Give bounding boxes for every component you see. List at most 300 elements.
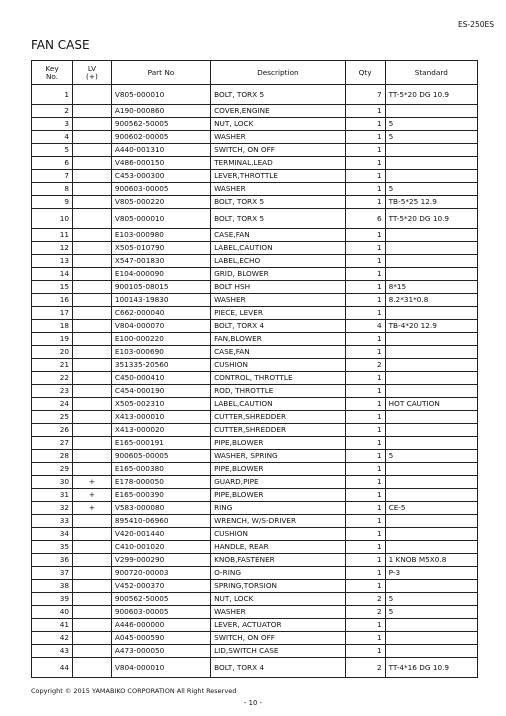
part-number-cell: 900602-00005 <box>111 131 210 144</box>
qty-cell: 1 <box>345 268 385 281</box>
standard-cell: HOT CAUTION <box>385 398 477 411</box>
table-row <box>32 320 478 333</box>
standard-cell: TT-5*20 DG 10.9 <box>385 85 477 105</box>
key-cell: 9 <box>32 196 73 209</box>
part-number-cell: 900720-00003 <box>111 567 210 580</box>
part-number-cell: V452-000370 <box>111 580 210 593</box>
standard-cell: 5 <box>385 593 477 606</box>
table-row <box>32 580 478 593</box>
description-cell: RING <box>211 502 346 515</box>
standard-cell <box>385 411 477 424</box>
key-cell: 17 <box>32 307 73 320</box>
standard-cell: 5 <box>385 118 477 131</box>
column-header-part-no: Part No <box>111 61 210 85</box>
qty-cell: 1 <box>345 346 385 359</box>
lv-cell <box>73 118 112 131</box>
table-header-row <box>32 61 478 85</box>
qty-cell: 1 <box>345 118 385 131</box>
qty-cell: 1 <box>345 528 385 541</box>
description-cell: WASHER <box>211 131 346 144</box>
part-number-cell: V583-000080 <box>111 502 210 515</box>
table-row <box>32 437 478 450</box>
part-number-cell: A473-000050 <box>111 645 210 658</box>
lv-cell <box>73 658 112 678</box>
key-cell: 31 <box>32 489 73 502</box>
qty-cell: 1 <box>345 398 385 411</box>
qty-cell: 1 <box>345 632 385 645</box>
standard-cell: P-3 <box>385 567 477 580</box>
part-number-cell: 900562-50005 <box>111 593 210 606</box>
description-cell: LEVER, ACTUATOR <box>211 619 346 632</box>
qty-cell: 1 <box>345 476 385 489</box>
table-row <box>32 463 478 476</box>
table-row <box>32 242 478 255</box>
description-cell: BOLT, TORX 5 <box>211 209 346 229</box>
lv-cell <box>73 632 112 645</box>
description-cell: CONTROL, THROTTLE <box>211 372 346 385</box>
key-cell: 10 <box>32 209 73 229</box>
description-cell: LABEL,CAUTION <box>211 242 346 255</box>
description-cell: LABEL,ECHO <box>211 255 346 268</box>
part-number-cell: C450-000410 <box>111 372 210 385</box>
table-row <box>32 528 478 541</box>
part-number-cell: X505-010790 <box>111 242 210 255</box>
qty-cell: 1 <box>345 645 385 658</box>
standard-cell <box>385 528 477 541</box>
key-cell: 44 <box>32 658 73 678</box>
key-cell: 5 <box>32 144 73 157</box>
key-cell: 4 <box>32 131 73 144</box>
part-number-cell: 900603-00005 <box>111 606 210 619</box>
table-row <box>32 196 478 209</box>
part-number-cell: A446-000000 <box>111 619 210 632</box>
qty-cell: 1 <box>345 580 385 593</box>
description-cell: SWITCH, ON OFF <box>211 144 346 157</box>
lv-cell <box>73 593 112 606</box>
column-header-qty: Qty <box>345 61 385 85</box>
lv-cell <box>73 255 112 268</box>
key-cell: 7 <box>32 170 73 183</box>
standard-cell <box>385 619 477 632</box>
key-cell: 29 <box>32 463 73 476</box>
key-cell: 32 <box>32 502 73 515</box>
standard-cell <box>385 242 477 255</box>
lv-cell <box>73 606 112 619</box>
description-cell: NUT, LOCK <box>211 593 346 606</box>
part-number-cell: E165-000380 <box>111 463 210 476</box>
description-cell: CUSHION <box>211 359 346 372</box>
key-cell: 23 <box>32 385 73 398</box>
qty-cell: 1 <box>345 450 385 463</box>
description-cell: PIPE,BLOWER <box>211 489 346 502</box>
part-number-cell: E165-000390 <box>111 489 210 502</box>
description-cell: WRENCH, W/S-DRIVER <box>211 515 346 528</box>
part-number-cell: E103-000690 <box>111 346 210 359</box>
key-cell: 15 <box>32 281 73 294</box>
qty-cell: 2 <box>345 658 385 678</box>
description-cell: BOLT, TORX 5 <box>211 196 346 209</box>
standard-cell <box>385 346 477 359</box>
key-cell: 1 <box>32 85 73 105</box>
table-row <box>32 170 478 183</box>
lv-cell <box>73 183 112 196</box>
part-number-cell: V805-000010 <box>111 85 210 105</box>
standard-cell: TB-4*20 12.9 <box>385 320 477 333</box>
key-cell: 25 <box>32 411 73 424</box>
part-number-cell: V805-000010 <box>111 209 210 229</box>
standard-cell: 5 <box>385 131 477 144</box>
qty-cell: 1 <box>345 385 385 398</box>
part-number-cell: C662-000040 <box>111 307 210 320</box>
lv-cell <box>73 463 112 476</box>
column-header-lv: LV (+) <box>73 61 112 85</box>
qty-cell: 1 <box>345 372 385 385</box>
lv-cell <box>73 196 112 209</box>
lv-cell <box>73 528 112 541</box>
table-row <box>32 554 478 567</box>
description-cell: BOLT, TORX 5 <box>211 85 346 105</box>
lv-cell <box>73 242 112 255</box>
table-row <box>32 619 478 632</box>
description-cell: WASHER <box>211 606 346 619</box>
standard-cell: TT-4*16 DG 10.9 <box>385 658 477 678</box>
standard-cell <box>385 424 477 437</box>
qty-cell: 2 <box>345 593 385 606</box>
lv-cell <box>73 144 112 157</box>
qty-cell: 6 <box>345 209 385 229</box>
qty-cell: 1 <box>345 463 385 476</box>
description-cell: BOLT HSH <box>211 281 346 294</box>
standard-cell: 8*15 <box>385 281 477 294</box>
key-cell: 11 <box>32 229 73 242</box>
lv-cell <box>73 170 112 183</box>
qty-cell: 1 <box>345 567 385 580</box>
lv-cell <box>73 320 112 333</box>
lv-cell <box>73 567 112 580</box>
standard-cell: CE-5 <box>385 502 477 515</box>
table-row <box>32 131 478 144</box>
lv-cell <box>73 515 112 528</box>
lv-cell <box>73 424 112 437</box>
lv-cell <box>73 294 112 307</box>
standard-cell <box>385 268 477 281</box>
key-cell: 40 <box>32 606 73 619</box>
table-row <box>32 118 478 131</box>
standard-cell <box>385 515 477 528</box>
column-header-standard: Standard <box>385 61 477 85</box>
description-cell: CUSHION <box>211 528 346 541</box>
key-cell: 34 <box>32 528 73 541</box>
standard-cell <box>385 333 477 346</box>
qty-cell: 1 <box>345 157 385 170</box>
table-row <box>32 567 478 580</box>
part-number-cell: 900605-00005 <box>111 450 210 463</box>
section-title: FAN CASE <box>31 38 90 52</box>
part-number-cell: X505-002310 <box>111 398 210 411</box>
part-number-cell: V804-000070 <box>111 320 210 333</box>
lv-cell <box>73 209 112 229</box>
table-row <box>32 411 478 424</box>
table-row <box>32 307 478 320</box>
standard-cell <box>385 307 477 320</box>
key-cell: 42 <box>32 632 73 645</box>
description-cell: PIPE,BLOWER <box>211 463 346 476</box>
table-row <box>32 85 478 105</box>
part-number-cell: 900603-00005 <box>111 183 210 196</box>
description-cell: PIECE, LEVER <box>211 307 346 320</box>
part-number-cell: 351335-20560 <box>111 359 210 372</box>
standard-cell <box>385 372 477 385</box>
standard-cell <box>385 144 477 157</box>
key-cell: 13 <box>32 255 73 268</box>
qty-cell: 2 <box>345 606 385 619</box>
part-number-cell: X413-000020 <box>111 424 210 437</box>
description-cell: SWITCH, ON OFF <box>211 632 346 645</box>
qty-cell: 1 <box>345 131 385 144</box>
part-number-cell: E178-000050 <box>111 476 210 489</box>
description-cell: WASHER <box>211 183 346 196</box>
qty-cell: 1 <box>345 411 385 424</box>
description-cell: TERMINAL,LEAD <box>211 157 346 170</box>
description-cell: GRID, BLOWER <box>211 268 346 281</box>
part-number-cell: A045-000590 <box>111 632 210 645</box>
description-cell: PIPE,BLOWER <box>211 437 346 450</box>
description-cell: CUTTER,SHREDDER <box>211 424 346 437</box>
qty-cell: 1 <box>345 196 385 209</box>
part-number-cell: E165-000191 <box>111 437 210 450</box>
standard-cell: 8.2*31*0.8 <box>385 294 477 307</box>
part-number-cell: V420-001440 <box>111 528 210 541</box>
lv-cell <box>73 307 112 320</box>
lv-cell <box>73 554 112 567</box>
key-cell: 20 <box>32 346 73 359</box>
part-number-cell: C453-000300 <box>111 170 210 183</box>
table-row <box>32 144 478 157</box>
table-row <box>32 658 478 678</box>
table-row <box>32 333 478 346</box>
lv-cell <box>73 105 112 118</box>
lv-cell <box>73 437 112 450</box>
key-cell: 21 <box>32 359 73 372</box>
qty-cell: 7 <box>345 85 385 105</box>
qty-cell: 1 <box>345 424 385 437</box>
key-cell: 16 <box>32 294 73 307</box>
key-cell: 18 <box>32 320 73 333</box>
table-row <box>32 424 478 437</box>
model-number: ES-250ES <box>457 20 494 29</box>
standard-cell <box>385 255 477 268</box>
qty-cell: 1 <box>345 333 385 346</box>
qty-cell: 1 <box>345 183 385 196</box>
standard-cell: TT-5*20 DG 10.9 <box>385 209 477 229</box>
standard-cell <box>385 489 477 502</box>
standard-cell: TB-5*25 12.9 <box>385 196 477 209</box>
table-row <box>32 229 478 242</box>
table-row <box>32 346 478 359</box>
table-row <box>32 515 478 528</box>
lv-cell <box>73 450 112 463</box>
table-row <box>32 476 478 489</box>
lv-cell <box>73 268 112 281</box>
lv-cell <box>73 131 112 144</box>
standard-cell <box>385 385 477 398</box>
description-cell: LABEL,CAUTION <box>211 398 346 411</box>
description-cell: O-RING <box>211 567 346 580</box>
table-row <box>32 502 478 515</box>
standard-cell <box>385 476 477 489</box>
table-row <box>32 593 478 606</box>
key-cell: 41 <box>32 619 73 632</box>
part-number-cell: X547-001830 <box>111 255 210 268</box>
table-row <box>32 450 478 463</box>
description-cell: WASHER <box>211 294 346 307</box>
part-number-cell: V486-000150 <box>111 157 210 170</box>
qty-cell: 1 <box>345 515 385 528</box>
description-cell: LEVER,THROTTLE <box>211 170 346 183</box>
key-cell: 19 <box>32 333 73 346</box>
key-cell: 26 <box>32 424 73 437</box>
key-cell: 38 <box>32 580 73 593</box>
table-row <box>32 294 478 307</box>
lv-cell <box>73 580 112 593</box>
standard-cell <box>385 359 477 372</box>
standard-cell <box>385 229 477 242</box>
table-row <box>32 183 478 196</box>
description-cell: BOLT, TORX 4 <box>211 320 346 333</box>
part-number-cell: E104-000090 <box>111 268 210 281</box>
key-cell: 8 <box>32 183 73 196</box>
description-cell: SPRING,TORSION <box>211 580 346 593</box>
qty-cell: 1 <box>345 437 385 450</box>
table-row <box>32 385 478 398</box>
copyright: Copyright © 2015 YAMABIKO CORPORATION All Right Reserved <box>31 687 237 695</box>
description-cell: COVER,ENGINE <box>211 105 346 118</box>
key-cell: 30 <box>32 476 73 489</box>
qty-cell: 1 <box>345 170 385 183</box>
part-number-cell: 100143-19830 <box>111 294 210 307</box>
table-row <box>32 281 478 294</box>
key-cell: 37 <box>32 567 73 580</box>
part-number-cell: X413-000010 <box>111 411 210 424</box>
qty-cell: 1 <box>345 307 385 320</box>
description-cell: KNOB,FASTENER <box>211 554 346 567</box>
lv-cell <box>73 157 112 170</box>
qty-cell: 4 <box>345 320 385 333</box>
key-cell: 36 <box>32 554 73 567</box>
qty-cell: 1 <box>345 502 385 515</box>
description-cell: GUARD,PIPE <box>211 476 346 489</box>
table-row <box>32 489 478 502</box>
table-row <box>32 372 478 385</box>
part-number-cell: V299-000290 <box>111 554 210 567</box>
qty-cell: 2 <box>345 359 385 372</box>
standard-cell <box>385 541 477 554</box>
lv-cell: + <box>73 502 112 515</box>
qty-cell: 1 <box>345 294 385 307</box>
standard-cell: 5 <box>385 450 477 463</box>
description-cell: ROD, THROTTLE <box>211 385 346 398</box>
qty-cell: 1 <box>345 554 385 567</box>
standard-cell <box>385 632 477 645</box>
qty-cell: 1 <box>345 489 385 502</box>
key-cell: 24 <box>32 398 73 411</box>
part-number-cell: E103-000980 <box>111 229 210 242</box>
key-cell: 35 <box>32 541 73 554</box>
part-number-cell: C454-000190 <box>111 385 210 398</box>
part-number-cell: A190-000860 <box>111 105 210 118</box>
qty-cell: 1 <box>345 541 385 554</box>
column-header-key: Key No. <box>32 61 73 85</box>
description-cell: LID,SWITCH CASE <box>211 645 346 658</box>
key-cell: 39 <box>32 593 73 606</box>
lv-cell <box>73 372 112 385</box>
table-row <box>32 632 478 645</box>
description-cell: BOLT, TORX 4 <box>211 658 346 678</box>
lv-cell <box>73 411 112 424</box>
page-number: - 10 - <box>244 699 262 707</box>
table-row <box>32 157 478 170</box>
lv-cell <box>73 398 112 411</box>
lv-cell <box>73 645 112 658</box>
column-header-description: Description <box>211 61 346 85</box>
lv-cell: + <box>73 489 112 502</box>
standard-cell <box>385 170 477 183</box>
table-row <box>32 541 478 554</box>
qty-cell: 1 <box>345 105 385 118</box>
key-cell: 28 <box>32 450 73 463</box>
standard-cell <box>385 157 477 170</box>
qty-cell: 1 <box>345 242 385 255</box>
table-row <box>32 268 478 281</box>
lv-cell <box>73 229 112 242</box>
lv-cell <box>73 85 112 105</box>
description-cell: CASE,FAN <box>211 229 346 242</box>
parts-table <box>31 60 478 678</box>
lv-cell <box>73 281 112 294</box>
part-number-cell: 895410-06960 <box>111 515 210 528</box>
description-cell: CASE,FAN <box>211 346 346 359</box>
table-row <box>32 645 478 658</box>
part-number-cell: 900562-50005 <box>111 118 210 131</box>
part-number-cell: E100-000220 <box>111 333 210 346</box>
table-row <box>32 209 478 229</box>
table-row <box>32 359 478 372</box>
lv-cell <box>73 541 112 554</box>
key-cell: 33 <box>32 515 73 528</box>
lv-cell <box>73 619 112 632</box>
lv-cell <box>73 333 112 346</box>
qty-cell: 1 <box>345 619 385 632</box>
key-cell: 2 <box>32 105 73 118</box>
standard-cell <box>385 463 477 476</box>
key-cell: 27 <box>32 437 73 450</box>
key-cell: 6 <box>32 157 73 170</box>
part-number-cell: A440-001310 <box>111 144 210 157</box>
standard-cell <box>385 105 477 118</box>
lv-cell <box>73 359 112 372</box>
qty-cell: 1 <box>345 144 385 157</box>
lv-cell <box>73 346 112 359</box>
qty-cell: 1 <box>345 255 385 268</box>
standard-cell: 1 KNOB M5X0.8 <box>385 554 477 567</box>
description-cell: WASHER, SPRING <box>211 450 346 463</box>
key-cell: 43 <box>32 645 73 658</box>
key-cell: 14 <box>32 268 73 281</box>
key-cell: 22 <box>32 372 73 385</box>
part-number-cell: 900105-08015 <box>111 281 210 294</box>
lv-cell <box>73 385 112 398</box>
description-cell: FAN,BLOWER <box>211 333 346 346</box>
